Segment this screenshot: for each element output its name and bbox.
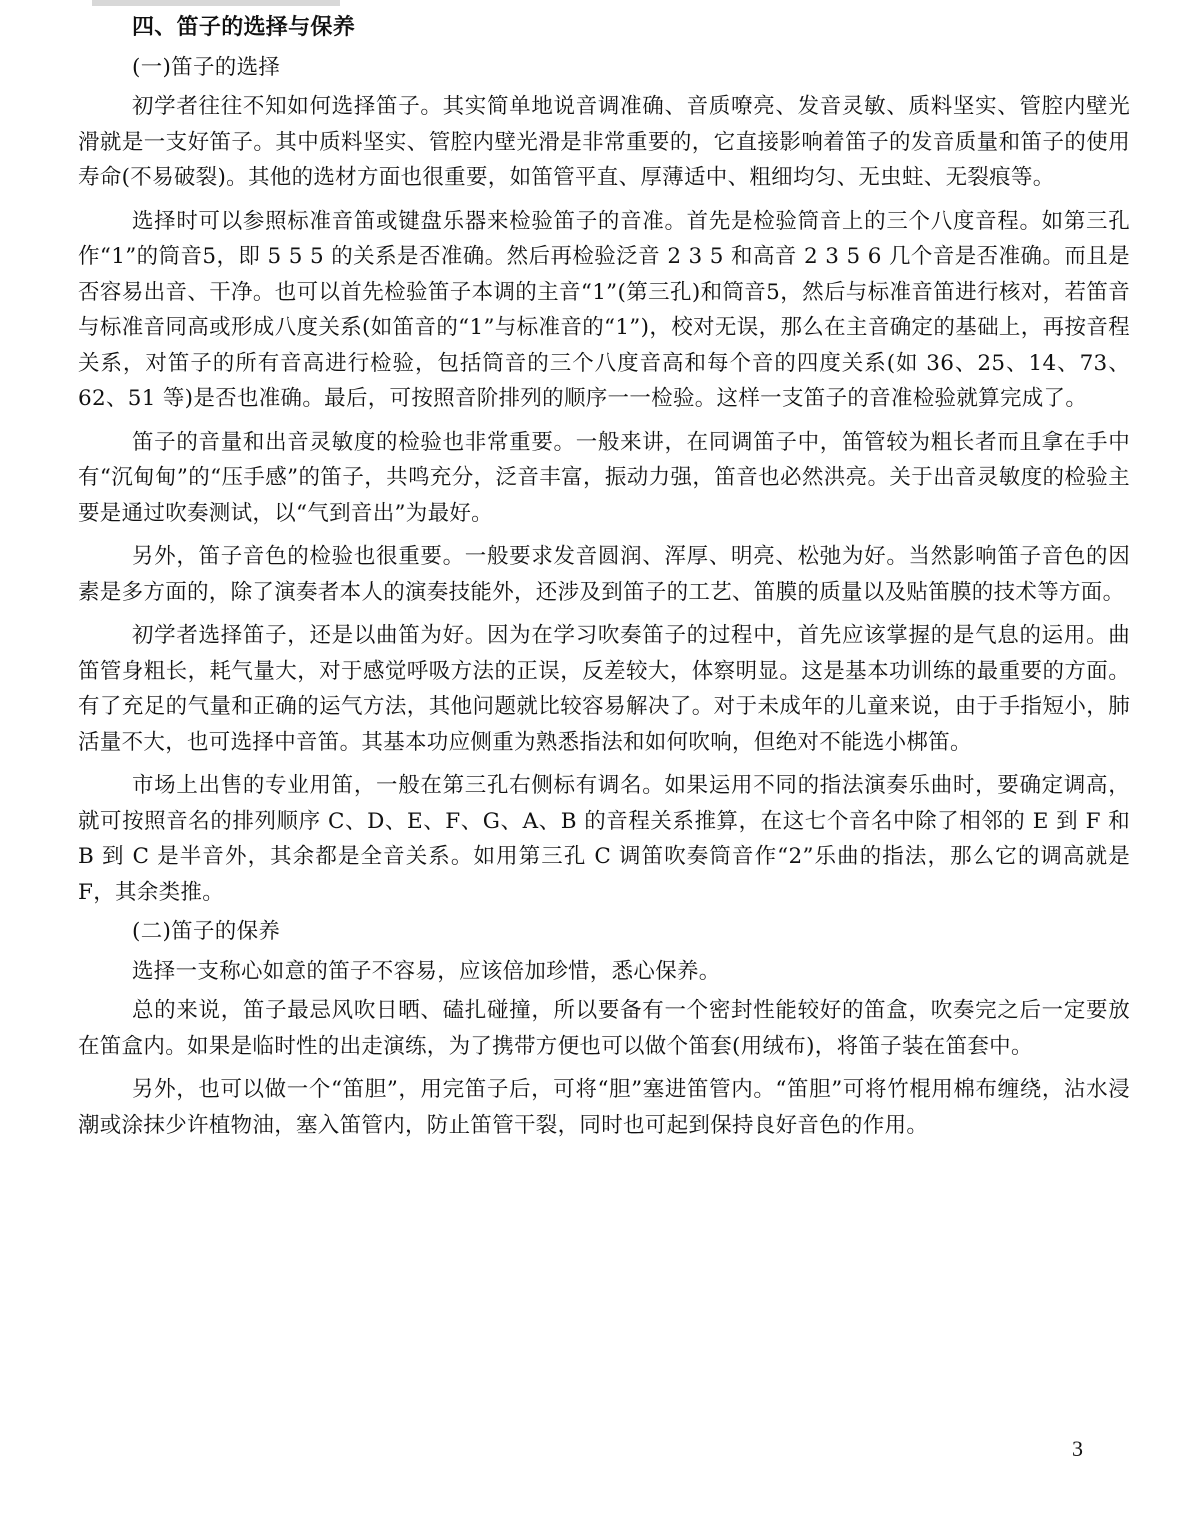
paragraph: 总的来说，笛子最忌风吹日晒、磕扎碰撞，所以要备有一个密封性能较好的笛盒，吹奏完之后一定要放在笛盒内。如果是临时性的出走演练，为了携带方便也可以做个笛套(用绒布)，将笛子装在笛套中。 <box>78 998 1130 1059</box>
paragraph: 选择时可以参照标准音笛或键盘乐器来检验笛子的音准。首先是检验筒音上的三个八度音程。如第三孔作“1”的筒音5，即 5 5 5 的关系是否准确。然后再检验泛音 2 3 5 和高音 2 3 5 6 几个音是否准确。而且是否容易出音、干净。也可以首先检验笛子本调的主音“1”(第三孔)和筒音5，然后与标准音笛进行核对，若笛音与标准音同高或形成八度关系(如笛音的“1”与标准音的“1”)，校对无误，那么在主音确定的基础上，再按音程关系，对笛子的所有音高进行检验，包括筒音的三个八度音高和每个音的四度关系(如 36、25、14、73、62、51 等)是否也准确。最后，可按照音阶排列的顺序一一检验。这样一支笛子的音准检验就算完成了。 <box>78 208 1130 411</box>
subsection-heading-selection: (一)笛子的选择 <box>132 54 281 80</box>
paragraph: 市场上出售的专业用笛，一般在第三孔右侧标有调名。如果运用不同的指法演奏乐曲时，要确定调高，就可按照音名的排列顺序 C、D、E、F、G、A、B 的音程关系推算，在这七个音名中除了相邻的 E 到 F 和 B 到 C 是半音外，其余都是全音关系。如用第三孔 C 调笛吹奏筒音作“2”乐曲的指法，那么它的调高就是 F，其余类推。 <box>78 773 1130 905</box>
paragraph: 初学者选择笛子，还是以曲笛为好。因为在学习吹奏笛子的过程中，首先应该掌握的是气息的运用。曲笛管身粗长，耗气量大，对于感觉呼吸方法的正误，反差较大，体察明显。这是基本功训练的最重要的方面。有了充足的气量和正确的运气方法，其他问题就比较容易解决了。对于未成年的儿童来说，由于手指短小，肺活量不大，也可选择中音笛。其基本功应侧重为熟悉指法和如何吹响，但绝对不能选小梆笛。 <box>78 623 1130 755</box>
paragraph: 另外，也可以做一个“笛胆”，用完笛子后，可将“胆”塞进笛管内。“笛胆”可将竹棍用棉布缠绕，沾水浸潮或涂抹少许植物油，塞入笛管内，防止笛管干裂，同时也可起到保持良好音色的作用。 <box>78 1077 1130 1138</box>
paragraph: 初学者往往不知如何选择笛子。其实简单地说音调准确、音质嘹亮、发音灵敏、质料坚实、管腔内壁光滑就是一支好笛子。其中质料坚实、管腔内壁光滑是非常重要的，它直接影响着笛子的发音质量和笛子的使用寿命(不易破裂)。其他的选材方面也很重要，如笛管平直、厚薄适中、粗细均匀、无虫蛀、无裂痕等。 <box>78 94 1130 190</box>
paragraph: 选择一支称心如意的笛子不容易，应该倍加珍惜，悉心保养。 <box>132 958 721 984</box>
page-content <box>78 10 1130 1151</box>
paragraph: 笛子的音量和出音灵敏度的检验也非常重要。一般来讲，在同调笛子中，笛管较为粗长者而且拿在手中有“沉甸甸”的“压手感”的笛子，共鸣充分，泛音丰富，振动力强，笛音也必然洪亮。关于出音灵敏度的检验主要是通过吹奏测试，以“气到音出”为最好。 <box>78 429 1130 526</box>
section-title: 四、笛子的选择与保养 <box>132 14 356 40</box>
paragraph: 另外，笛子音色的检验也很重要。一般要求发音圆润、浑厚、明亮、松弛为好。当然影响笛子音色的因素是多方面的，除了演奏者本人的演奏技能外，还涉及到笛子的工艺、笛膜的质量以及贴笛膜的技术等方面。 <box>78 544 1130 605</box>
scan-artifact-bar <box>92 0 340 6</box>
page-number: 3 <box>1072 1436 1083 1461</box>
subsection-heading-care: (二)笛子的保养 <box>132 919 281 944</box>
